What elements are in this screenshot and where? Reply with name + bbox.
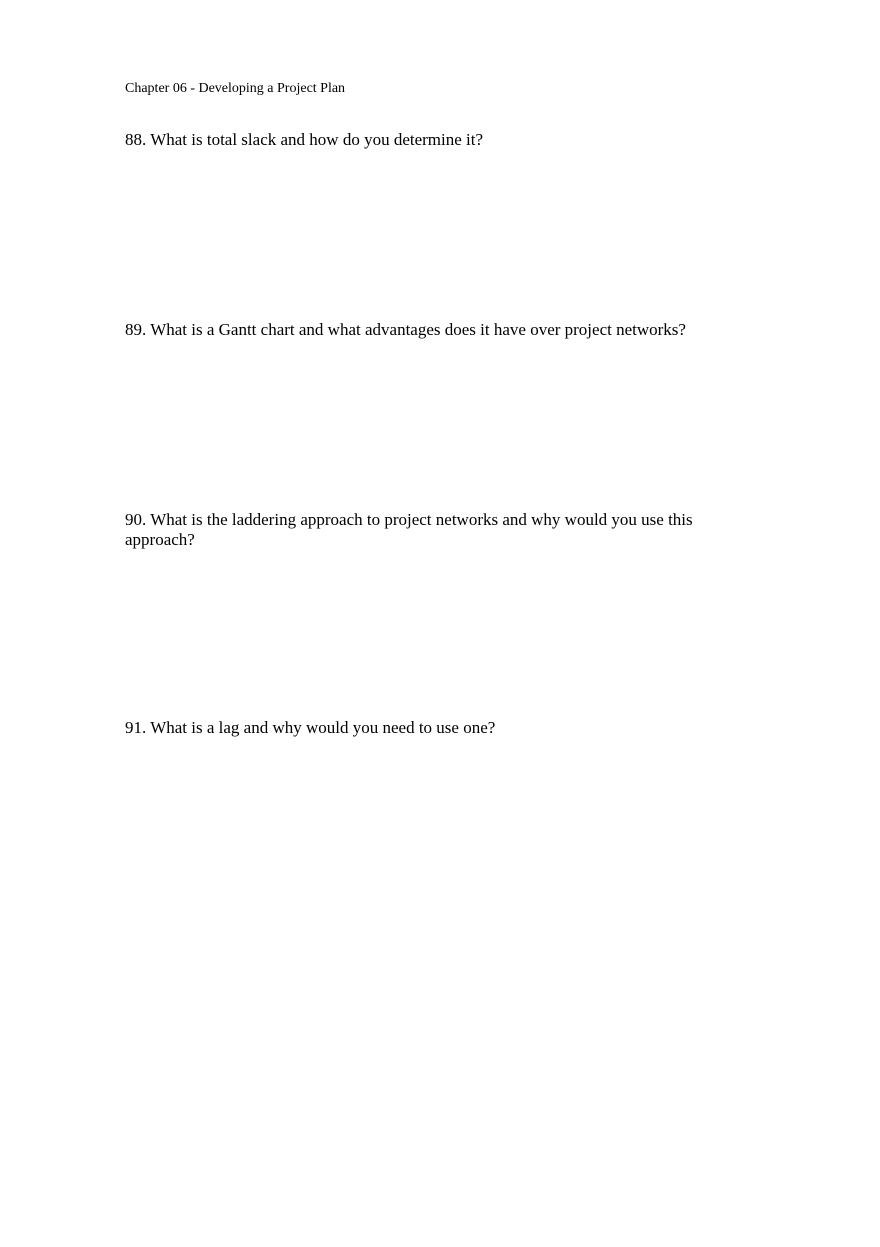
chapter-header: Chapter 06 - Developing a Project Plan [125, 81, 346, 96]
question-91: 91. What is a lag and why would you need to use one? [125, 718, 496, 737]
question-90: 90. What is the laddering approach to project networks and why would you use this approach? [125, 510, 693, 549]
question-89: 89. What is a Gantt chart and what advantages does it have over project networks? [125, 320, 686, 339]
question-88: 88. What is total slack and how do you determine it? [125, 130, 484, 149]
